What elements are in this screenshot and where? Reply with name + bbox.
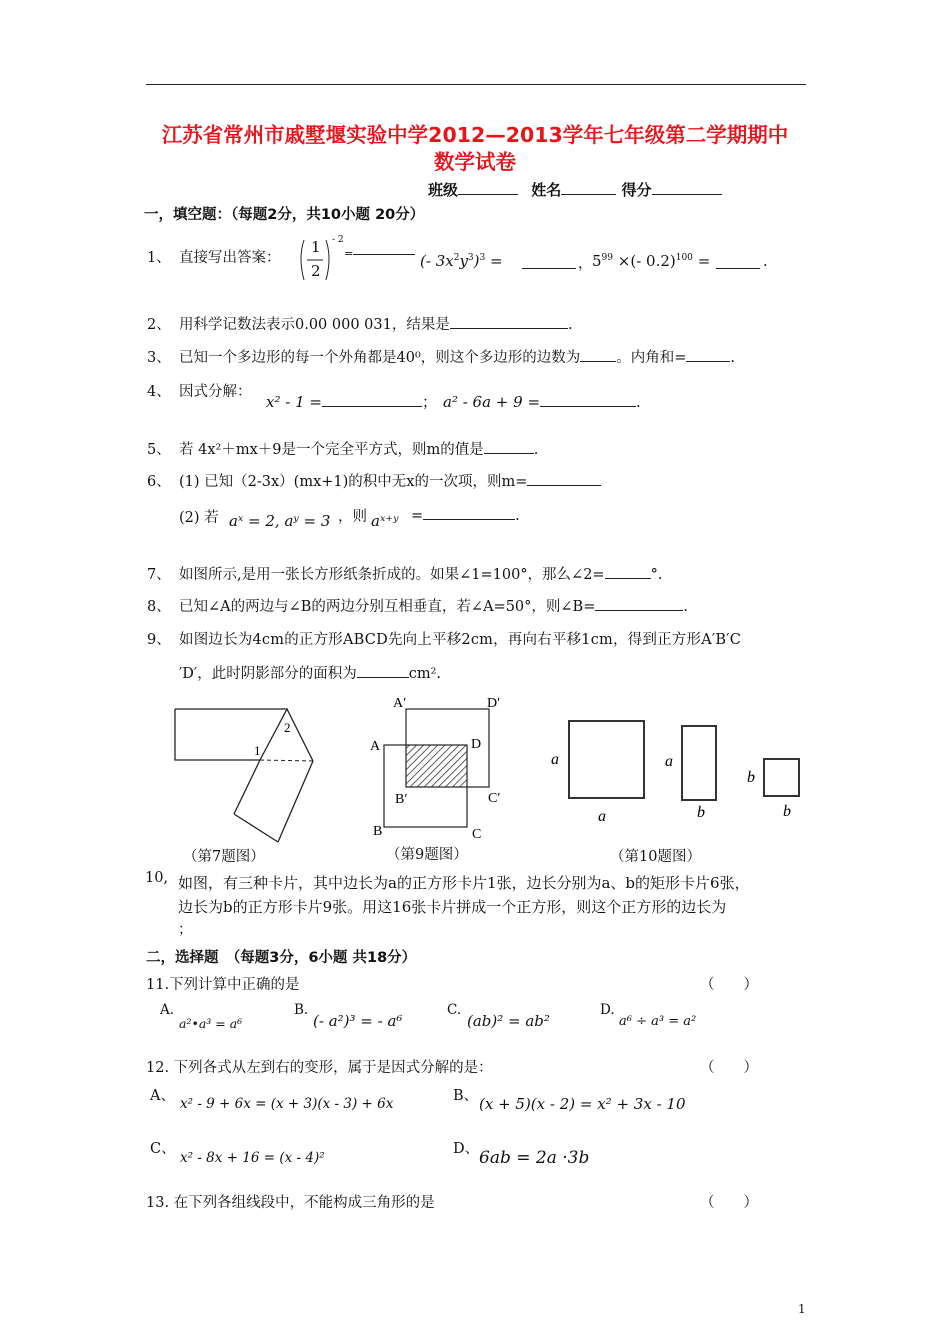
q11-option-d-expr: a⁶ ÷ a³ = a² [619, 1014, 697, 1029]
q9-blank [357, 663, 409, 678]
q1-expr3-b: ×(- 0.2) [613, 252, 676, 270]
page-title-line1: 江苏省常州市戚墅堰实验中学2012—2013学年七年级第二学期期中 [161, 123, 789, 147]
q4-sep: ； [421, 393, 437, 411]
fig9-label-b: B [373, 824, 383, 839]
section1-heading: 一，填空题：（每题2分，共10小题 20分） [144, 207, 425, 223]
q3-blank2 [686, 347, 730, 362]
q7-blank [605, 564, 651, 579]
q11-stem: 11.下列计算中正确的是 [146, 977, 300, 993]
q11-option-a-label: A. [160, 1002, 175, 1018]
q3-mid: 。内角和= [616, 350, 687, 366]
q1-end: . [763, 254, 768, 270]
name-label: 姓名 [531, 181, 562, 199]
q11-answer-paren: （ ） [700, 977, 758, 993]
fig10-rect-bottom-b: b [697, 804, 705, 821]
q11-option-c-label: C. [447, 1002, 462, 1018]
q9-unit: cm². [408, 666, 442, 682]
q12-option-c-label: C、 [150, 1141, 176, 1157]
q1-expr3-b-exp: 100 [675, 253, 693, 263]
section2-heading: 二，选择题 （每题3分，6小题 共18分） [146, 950, 417, 966]
q1-blank1 [353, 254, 415, 255]
q7-stem: 如图所示,是用一张长方形纸条折成的。如果∠1=100°，那么∠2= [179, 567, 605, 583]
q6-blank1 [527, 471, 601, 486]
q11-option-b-expr: (- a²)³ = - a⁶ [313, 1012, 403, 1030]
q1-frac-denominator: 2 [311, 262, 321, 280]
q6-part2-target: aˣ⁺ʸ [371, 512, 399, 530]
fig10-caption: （第10题图） [610, 849, 701, 865]
q11-option-c-expr: (ab)² = ab² [467, 1012, 550, 1030]
q1-expr3 [592, 252, 710, 270]
class-label: 班级 [428, 181, 459, 199]
q2-number: 2、 [147, 317, 171, 333]
q1-eq1: = [344, 247, 354, 260]
q11-option-a-expr: a²•a³ = a⁶ [179, 1016, 243, 1031]
q8-text [179, 595, 688, 616]
q5-blank [484, 439, 534, 454]
fig7-angle2-label: 2 [284, 720, 291, 735]
score-blank [652, 180, 722, 195]
q3-number: 3、 [147, 350, 171, 366]
q4-blank2 [540, 392, 636, 407]
q6-part2-eq-line [411, 505, 520, 524]
q6-part2-then: ，则 [338, 509, 367, 525]
fig9-label-b-prime: B′ [395, 792, 408, 807]
q1-fraction [296, 236, 356, 290]
q1-expr2: (- $3x^2y^3)^3$ = [420, 252, 503, 270]
q12-option-a-expr: x² - 9 + 6x = (x + 3)(x - 3) + 6x [180, 1096, 394, 1112]
q8-number: 8、 [147, 599, 171, 615]
q3-text [179, 346, 735, 367]
q2-text [179, 313, 572, 334]
q2-end: . [567, 317, 573, 333]
q6-part1-text: (1) 已知（2-3x）(mx+1)的积中无x的一次项，则m= [179, 474, 528, 490]
q1-frac-numerator: 1 [311, 238, 321, 256]
q1-comma: ， [578, 256, 593, 272]
q1-expr2-eq: = [485, 252, 503, 270]
fig10-rect-side-a: a [665, 753, 673, 770]
q6-end: . [515, 508, 520, 524]
q4-blank1 [322, 392, 422, 407]
fig10-big-side-a: a [551, 751, 559, 768]
header-rule [146, 84, 806, 85]
name-blank [561, 180, 616, 195]
fig9-label-c-prime: C′ [488, 791, 501, 806]
fig10-small-side-b: b [747, 769, 755, 786]
q4-expr2: a² - 6a + 9 = [442, 393, 541, 411]
class-blank [458, 180, 518, 195]
fig7-angle1-label: 1 [254, 743, 261, 758]
q1-blank2 [522, 268, 576, 269]
student-info-line [428, 179, 722, 200]
q8-blank [595, 596, 683, 611]
q11-option-d-label: D. [600, 1002, 615, 1018]
page-title-line2: 数学试卷 [434, 150, 516, 174]
q7-number: 7、 [147, 567, 171, 583]
q3-stem: 已知一个多边形的每一个外角都是40⁰，则这个多边形的边数为 [179, 350, 581, 366]
figure-9 [365, 690, 515, 845]
fig9-label-a: A [370, 739, 381, 754]
fig7-caption: （第7题图） [183, 849, 265, 865]
q8-stem: 已知∠A的两边与∠B的两边分别互相垂直，若∠A=50°，则∠B= [179, 599, 596, 615]
q9-number: 9、 [147, 632, 171, 648]
q6-part2-eq: = [411, 508, 424, 524]
q12-option-c-expr: x² - 8x + 16 = (x - 4)² [180, 1150, 325, 1166]
q5-stem: 若 4x²＋mx＋9是一个完全平方式，则m的值是 [179, 442, 484, 458]
q1-blank3 [716, 268, 760, 269]
q1-number: 1、 [147, 250, 171, 266]
q1-text: 直接写出答案： [179, 250, 281, 266]
q6-blank2 [423, 505, 515, 520]
q10-line1: 如图，有三种卡片，其中边长为a的正方形卡片1张，边长分别为a、b的矩形卡片6张， [178, 874, 750, 892]
q12-option-b-label: B、 [453, 1088, 479, 1104]
q10-number: 10, [145, 870, 169, 886]
q4-text: 因式分解： [179, 384, 252, 400]
score-label: 得分 [621, 181, 652, 199]
fig9-label-d: D [471, 737, 482, 752]
q1-expr2-close: ) [473, 252, 480, 270]
q1-expr3-a-exp: 99 [601, 253, 613, 263]
q9-line2-text: ′D′，此时阴影部分的面积为 [179, 666, 357, 682]
q1-expr3-a: 5 [592, 252, 602, 270]
q1-expr3-eq: = [692, 252, 711, 270]
q5-number: 5、 [147, 442, 171, 458]
q12-option-d-label: D、 [453, 1141, 480, 1157]
fig9-label-c: C [472, 827, 482, 842]
q3-blank1 [580, 347, 616, 362]
q9-line2 [179, 662, 441, 683]
q5-end: . [533, 442, 539, 458]
q12-answer-paren: （ ） [700, 1060, 758, 1076]
q6-part1 [179, 470, 601, 491]
fig10-big-bottom-a: a [598, 808, 606, 825]
q8-end: . [683, 599, 688, 615]
q13-answer-paren: （ ） [700, 1195, 758, 1211]
q10-line2: 边长为b的正方形卡片9张。用这16张卡片拼成一个正方形，则这个正方形的边长为 [178, 898, 727, 916]
q11-option-b-label: B. [294, 1002, 309, 1018]
q7-end: °. [650, 567, 663, 583]
q12-stem: 12. 下列各式从左到右的变形，属于是因式分解的是： [146, 1060, 493, 1076]
q4-end: . [636, 393, 641, 411]
q5-text [179, 438, 538, 459]
q2-blank [450, 314, 568, 329]
q9-line1: 如图边长为4cm的正方形ABCD先向上平移2cm，再向右平移1cm，得到正方形A′B′C [179, 632, 742, 648]
q1-exponent: - 2 [332, 235, 344, 245]
q12-option-a-label: A、 [150, 1088, 175, 1104]
q4-expr1: x² - 1 = [266, 393, 322, 411]
q1-expr2-base: (- 3x [420, 252, 454, 270]
q4-number: 4、 [147, 384, 171, 400]
q2-stem: 用科学记数法表示0.00 000 031，结果是 [179, 317, 450, 333]
fig9-label-d-prime: D′ [487, 696, 501, 711]
q4-expr-line [266, 391, 641, 412]
q13-stem: 13. 在下列各组线段中，不能构成三角形的是 [146, 1195, 435, 1211]
q7-text [179, 563, 662, 584]
q1-expr2-tail: y [459, 252, 468, 270]
q12-option-b-expr: (x + 5)(x - 2) = x² + 3x - 10 [479, 1095, 686, 1113]
fig10-small-bottom-b: b [783, 803, 791, 820]
fig9-caption: （第9题图） [386, 847, 468, 863]
q10-line3: ； [178, 922, 193, 938]
q6-number: 6、 [147, 474, 171, 490]
figure-7 [170, 700, 320, 848]
q6-part2-expr: aˣ = 2, aʸ = 3 [229, 512, 331, 530]
q3-end: . [730, 350, 736, 366]
figure-10 [545, 710, 815, 825]
q6-part2-label: (2) 若 [179, 510, 219, 526]
page-number: 1 [798, 1302, 806, 1316]
q12-option-d-expr: 6ab = 2a ·3b [479, 1148, 590, 1168]
fig9-label-a-prime: A′ [393, 696, 407, 711]
